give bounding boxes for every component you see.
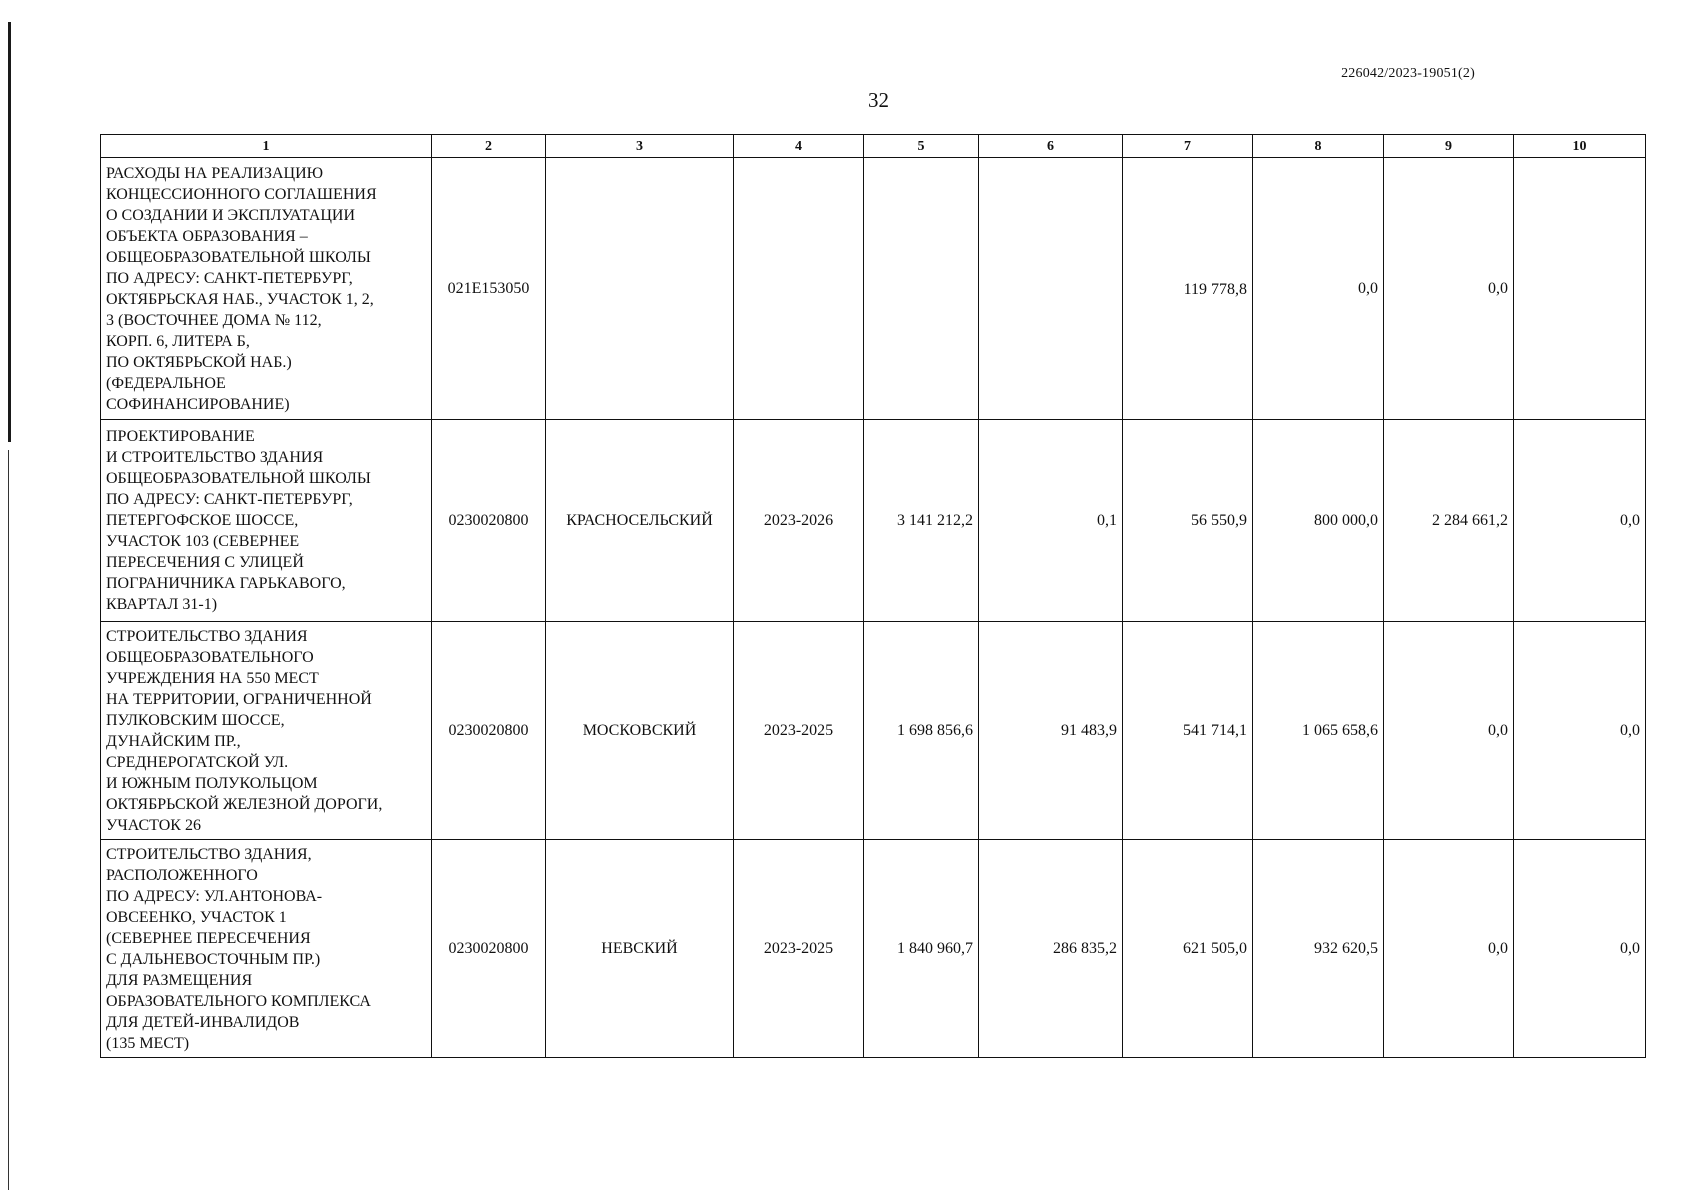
object-name-line: ОКТЯБРЬСКОЙ ЖЕЛЕЗНОЙ ДОРОГИ, [106,795,383,813]
period-cell [734,158,864,420]
object-name-cell [101,840,432,1058]
value-cell-col5: 1 840 960,7 [864,840,979,1058]
column-header: 8 [1253,135,1384,158]
object-name-line: РАСХОДЫ НА РЕАЛИЗАЦИЮ [106,164,324,182]
value-cell-col10 [1514,158,1646,420]
object-name-cell [101,622,432,840]
value-cell-col5 [864,158,979,420]
value-cell-col10: 0,0 [1514,622,1646,840]
target-code-cell: 0230020800 [432,622,546,840]
district-cell: МОСКОВСКИЙ [546,622,734,840]
object-name-line: ПЕТЕРГОФСКОЕ ШОССЕ, [106,512,299,529]
table-row [101,420,1646,622]
target-code-cell: 0230020800 [432,840,546,1058]
object-name-line: ОБРАЗОВАТЕЛЬНОГО КОМПЛЕКСА [106,992,371,1010]
object-name-cell [101,158,432,420]
value-cell-col7: 541 714,1 [1123,622,1253,840]
column-header: 2 [432,135,546,158]
object-name-line: ОБЩЕОБРАЗОВАТЕЛЬНОЙ ШКОЛЫ [106,470,371,487]
page-number: 32 [868,88,889,112]
object-name-line: О СОЗДАНИИ И ЭКСПЛУАТАЦИИ [106,206,356,224]
object-name-line: С ДАЛЬНЕВОСТОЧНЫМ ПР.) [106,950,321,968]
value-cell-col7: 621 505,0 [1123,840,1253,1058]
object-name-line: ОБЩЕОБРАЗОВАТЕЛЬНОЙ ШКОЛЫ [106,248,371,266]
object-name-line: ПЕРЕСЕЧЕНИЯ С УЛИЦЕЙ [106,554,304,571]
object-name-line: (СЕВЕРНЕЕ ПЕРЕСЕЧЕНИЯ [106,929,311,947]
scan-edge-line [8,22,11,442]
value-cell-col10: 0,0 [1514,420,1646,622]
object-name-line: ОБЩЕОБРАЗОВАТЕЛЬНОГО [106,648,314,666]
value-cell-col8: 1 065 658,6 [1253,622,1384,840]
document-id: 226042/2023-19051(2) [1341,66,1475,81]
object-name-line: ПУЛКОВСКИМ ШОССЕ, [106,711,285,729]
object-name-line: УЧРЕЖДЕНИЯ НА 550 МЕСТ [106,669,319,687]
object-name-line: УЧАСТОК 26 [106,816,201,834]
column-header: 9 [1384,135,1514,158]
table-row [101,840,1646,1058]
object-name-line: ПОГРАНИЧНИКА ГАРЬКАВОГО, [106,575,346,592]
target-code-cell: 0230020800 [432,420,546,622]
object-name-line: ДУНАЙСКИМ ПР., [106,732,241,750]
object-name-line: И СТРОИТЕЛЬСТВО ЗДАНИЯ [106,449,324,466]
object-name-line: ПО АДРЕСУ: САНКТ-ПЕТЕРБУРГ, [106,491,353,508]
value-cell-col9: 0,0 [1384,622,1514,840]
object-name-line: (135 МЕСТ) [106,1034,190,1052]
object-name-line: ДЛЯ ДЕТЕЙ-ИНВАЛИДОВ [106,1013,300,1031]
district-cell: КРАСНОСЕЛЬСКИЙ [546,420,734,622]
object-name-line: ДЛЯ РАЗМЕЩЕНИЯ [106,971,253,989]
period-cell: 2023-2025 [734,622,864,840]
object-name-line: ОБЪЕКТА ОБРАЗОВАНИЯ – [106,227,308,245]
value-cell-col6 [979,158,1123,420]
table-row [101,158,1646,420]
object-name-line: СТРОИТЕЛЬСТВО ЗДАНИЯ [106,627,308,645]
value-cell-col7: 119 778,8 [1123,158,1253,420]
budget-table [100,134,1646,1058]
column-header: 5 [864,135,979,158]
column-header: 10 [1514,135,1646,158]
object-name-line: УЧАСТОК 103 (СЕВЕРНЕЕ [106,533,300,550]
table-header-row [101,135,1646,158]
table-row [101,622,1646,840]
object-name-line: СТРОИТЕЛЬСТВО ЗДАНИЯ, [106,845,312,863]
period-cell: 2023-2026 [734,420,864,622]
value-cell-col8: 0,0 [1253,158,1384,420]
object-name-line: ПРОЕКТИРОВАНИЕ [106,428,255,445]
period-cell: 2023-2025 [734,840,864,1058]
value-cell-col7: 56 550,9 [1123,420,1253,622]
column-header: 6 [979,135,1123,158]
district-cell: НЕВСКИЙ [546,840,734,1058]
value-cell-col9: 0,0 [1384,158,1514,420]
column-header: 4 [734,135,864,158]
value-cell-col8: 932 620,5 [1253,840,1384,1058]
object-name-line: КОНЦЕССИОННОГО СОГЛАШЕНИЯ [106,185,377,203]
column-header: 7 [1123,135,1253,158]
object-name-line: СОФИНАНСИРОВАНИЕ) [106,395,290,413]
value-cell-col9: 0,0 [1384,840,1514,1058]
value-cell-col6: 286 835,2 [979,840,1123,1058]
object-name-line: ОКТЯБРЬСКАЯ НАБ., УЧАСТОК 1, 2, [106,290,374,308]
object-name-line: И ЮЖНЫМ ПОЛУКОЛЬЦОМ [106,774,318,792]
object-name-cell [101,420,432,622]
value-cell-col5: 1 698 856,6 [864,622,979,840]
object-name-line: СРЕДНЕРОГАТСКОЙ УЛ. [106,753,289,771]
object-name-line: РАСПОЛОЖЕННОГО [106,866,258,884]
object-name-line: КВАРТАЛ 31-1) [106,596,218,613]
object-name-line: НА ТЕРРИТОРИИ, ОГРАНИЧЕННОЙ [106,690,372,708]
value-cell-col10: 0,0 [1514,840,1646,1058]
object-name-line: КОРП. 6, ЛИТЕРА Б, [106,332,250,350]
scan-edge-line [8,450,9,1190]
target-code-cell: 021E153050 [432,158,546,420]
value-cell-col5: 3 141 212,2 [864,420,979,622]
value-cell-col6: 0,1 [979,420,1123,622]
value-cell-col9: 2 284 661,2 [1384,420,1514,622]
object-name-line: ПО АДРЕСУ: УЛ.АНТОНОВА- [106,887,323,905]
value-cell-col8: 800 000,0 [1253,420,1384,622]
column-header: 1 [101,135,432,158]
column-header: 3 [546,135,734,158]
district-cell [546,158,734,420]
object-name-line: ОВСЕЕНКО, УЧАСТОК 1 [106,908,287,926]
object-name-line: ПО АДРЕСУ: САНКТ-ПЕТЕРБУРГ, [106,269,353,287]
object-name-line: (ФЕДЕРАЛЬНОЕ [106,374,226,392]
object-name-line: ПО ОКТЯБРЬСКОЙ НАБ.) [106,353,292,371]
value-cell-col6: 91 483,9 [979,622,1123,840]
object-name-line: 3 (ВОСТОЧНЕЕ ДОМА № 112, [106,311,322,329]
